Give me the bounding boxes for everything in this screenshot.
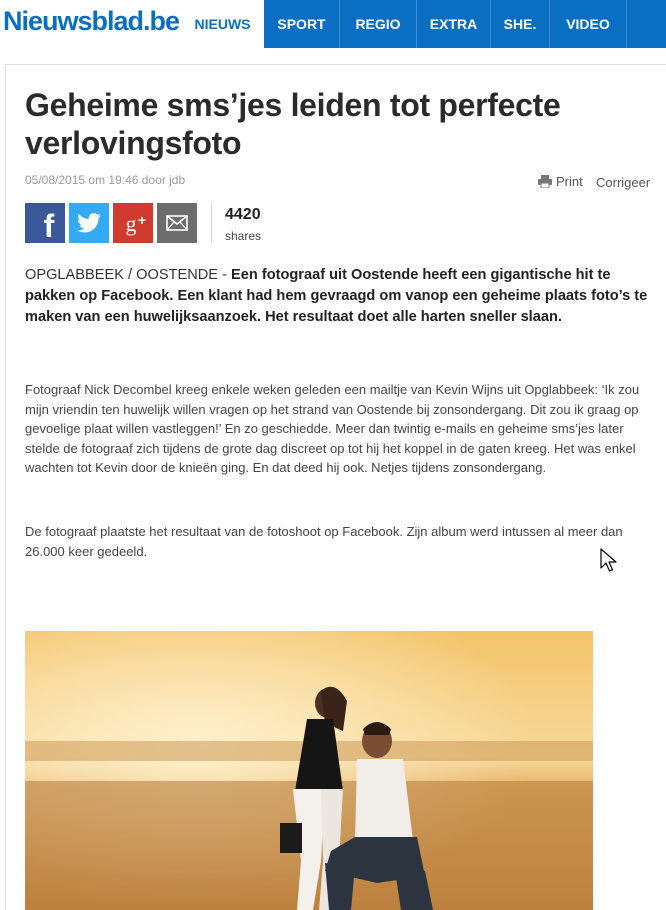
nav-item-she[interactable]: SHE. <box>491 0 550 48</box>
nav-item-regio[interactable]: REGIO <box>340 0 417 48</box>
print-label: Print <box>556 174 583 189</box>
printer-icon <box>538 175 552 188</box>
nav-item-nieuws[interactable]: NIEUWS <box>181 0 264 48</box>
correct-link[interactable]: Corrigeer <box>596 175 651 190</box>
share-count: 4420 <box>225 206 261 223</box>
site-logo[interactable] <box>0 0 181 48</box>
twitter-share-button[interactable] <box>69 203 109 243</box>
article-photo[interactable] <box>25 631 593 910</box>
article-lead <box>25 265 655 328</box>
main-nav <box>181 0 627 48</box>
share-divider <box>211 203 212 243</box>
svg-text:f: f <box>43 208 55 243</box>
logo-name: Nieuwsblad <box>3 6 144 36</box>
svg-text:+: + <box>137 212 147 228</box>
facebook-share-button[interactable] <box>25 203 65 243</box>
proposal-photo-illustration <box>25 631 593 910</box>
nav-item-sport[interactable]: SPORT <box>264 0 340 48</box>
nav-item-extra[interactable]: EXTRA <box>417 0 491 48</box>
svg-text:g: g <box>125 211 137 236</box>
top-navigation <box>0 0 666 48</box>
article-meta: 05/08/2015 om 19:46 door jdb <box>25 173 186 187</box>
article-paragraph: De fotograaf plaatste het resultaat van de fotoshoot op Facebook. Zijn album werd intussen al meer dan 26.000 keer gedeeld. <box>25 524 623 559</box>
mail-share-button[interactable] <box>157 203 197 243</box>
logo-text <box>3 6 179 37</box>
dateline-separator: - <box>218 267 232 283</box>
logo-extension: .be <box>143 6 180 36</box>
print-button[interactable] <box>538 174 583 189</box>
facebook-icon <box>25 203 65 243</box>
lead-text: Een fotograaf uit Oostende heeft een gigantische hit te pakken op Facebook. Een klant had hem gevraagd om vanop een geheime plaats foto’s te maken van een huwelijksaanzoek. Het resultaat doet alle harten sneller slaan. <box>25 267 648 325</box>
share-count-label: shares <box>225 229 262 243</box>
google-plus-share-button[interactable] <box>113 203 153 243</box>
twitter-icon <box>77 213 101 233</box>
google-plus-icon <box>113 203 153 243</box>
nav-item-video[interactable]: VIDEO <box>550 0 627 48</box>
article-dateline: OPGLABBEEK / OOSTENDE <box>25 267 219 283</box>
article-title: Geheime sms’jes leiden tot perfecte verlovingsfoto <box>25 87 561 161</box>
mouse-cursor-icon <box>600 548 618 574</box>
mail-icon <box>166 215 188 231</box>
article-paragraph: Fotograaf Nick Decombel kreeg enkele weken geleden een mailtje van Kevin Wijns uit Opglabbeek: ‘Ik zou mijn vriendin ten huwelijk willen vragen op het strand van Oostende bij zonsondergang. Dit zou ik graag op gevoelige plaat willen vastleggen!’ En zo geschiedde. Meer dan twintig e-mails en geheime sms’jes later stelde de fotograaf zich tijdens de grote dag discreet op tot hij het koppel in de gaten kreeg. Het was enkel wachten tot Kevin door de knieën ging. En dat deed hij ook. Netjes tijdens zonsondergang. <box>25 382 640 475</box>
